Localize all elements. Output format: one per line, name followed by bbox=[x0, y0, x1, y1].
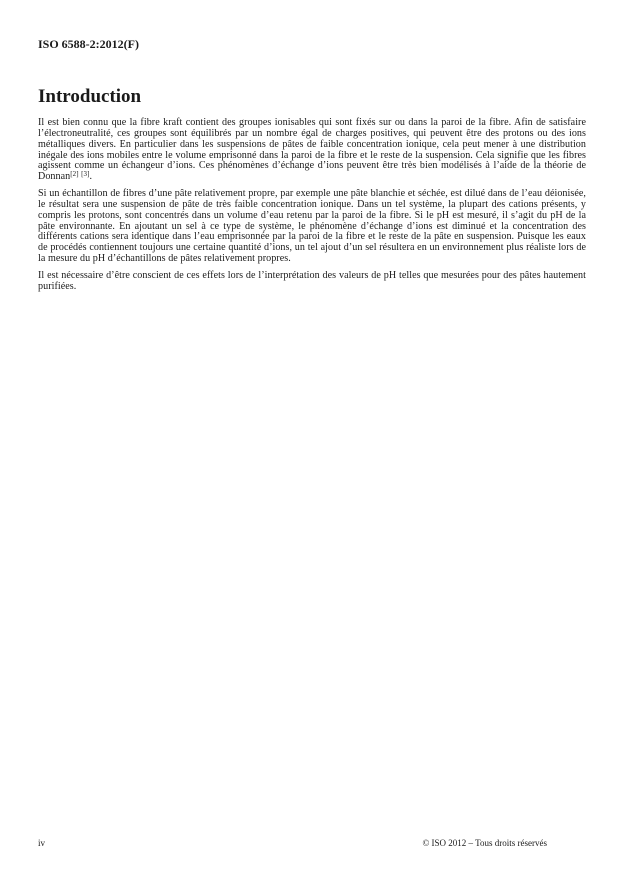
paragraph-sample-dilution: Si un échantillon de fibres d’une pâte relativement propre, par exemple une pâte blanchie et séchée, est dilué dans de l’eau déionisée, le résultat sera une suspension de pâte de très faible concentration ionique. Dans un tel système, la plupart des cations présents, y compris les protons, sont concentrés dans un volume d’eau retenu par la paroi de la fibre. Si le pH est mesuré, il s’agit du pH de la pâte environnante. En ajoutant un sel à ce type de système, le phénomène d’échange d’ions est diminué et la concentration des différents cations sera identique dans l’eau emprisonnée par la paroi de la fibre et le reste de la pâte en suspension. Puisque les eaux de procédés contiennent toujours une certaine quantité d’ions, un tel ajout d’un sel résultera en un environnement plus réaliste lors de la mesure du pH d’échantillons de pâtes relativement propres. bbox=[38, 188, 586, 265]
paragraph-text: Il est bien connu que la fibre kraft contient des groupes ionisables qui sont fixés sur ou dans la paroi de la fibre. Afin de satisfaire l’électroneutralité, ces groupes sont équilibrés par un nombre égal de charges positives, qui peuvent être des protons ou des ions métalliques divers. En particulier dans les suspensions de pâtes de faible concentration ionique, cela peut mener à une distribution inégale des ions mobiles entre le volume emprisonné dans la paroi de la fibre et le reste de la suspension. Cela signifie que les fibres agissent comme un échangeur d’ions. Ces phénomènes d’échange d’ions peuvent être très bien modélisés à l’aide de la théorie de Donnan bbox=[38, 117, 586, 183]
introduction-body bbox=[38, 118, 586, 299]
paragraph-ion-exchange bbox=[38, 118, 586, 183]
copyright-notice: © ISO 2012 – Tous droits réservés bbox=[422, 838, 547, 848]
document-id-header: ISO 6588-2:2012(F) bbox=[38, 37, 139, 51]
paragraph-end: . bbox=[89, 171, 93, 183]
reference-link[interactable]: [2] bbox=[70, 170, 79, 179]
section-title: Introduction bbox=[38, 86, 142, 107]
reference-link[interactable]: [3] bbox=[81, 170, 90, 179]
paragraph-conclusion: Il est nécessaire d’être conscient de ces effets lors de l’interprétation des valeurs de pH telles que mesurées pour des pâtes hautement purifiées. bbox=[38, 269, 586, 292]
page-number: iv bbox=[38, 838, 46, 848]
